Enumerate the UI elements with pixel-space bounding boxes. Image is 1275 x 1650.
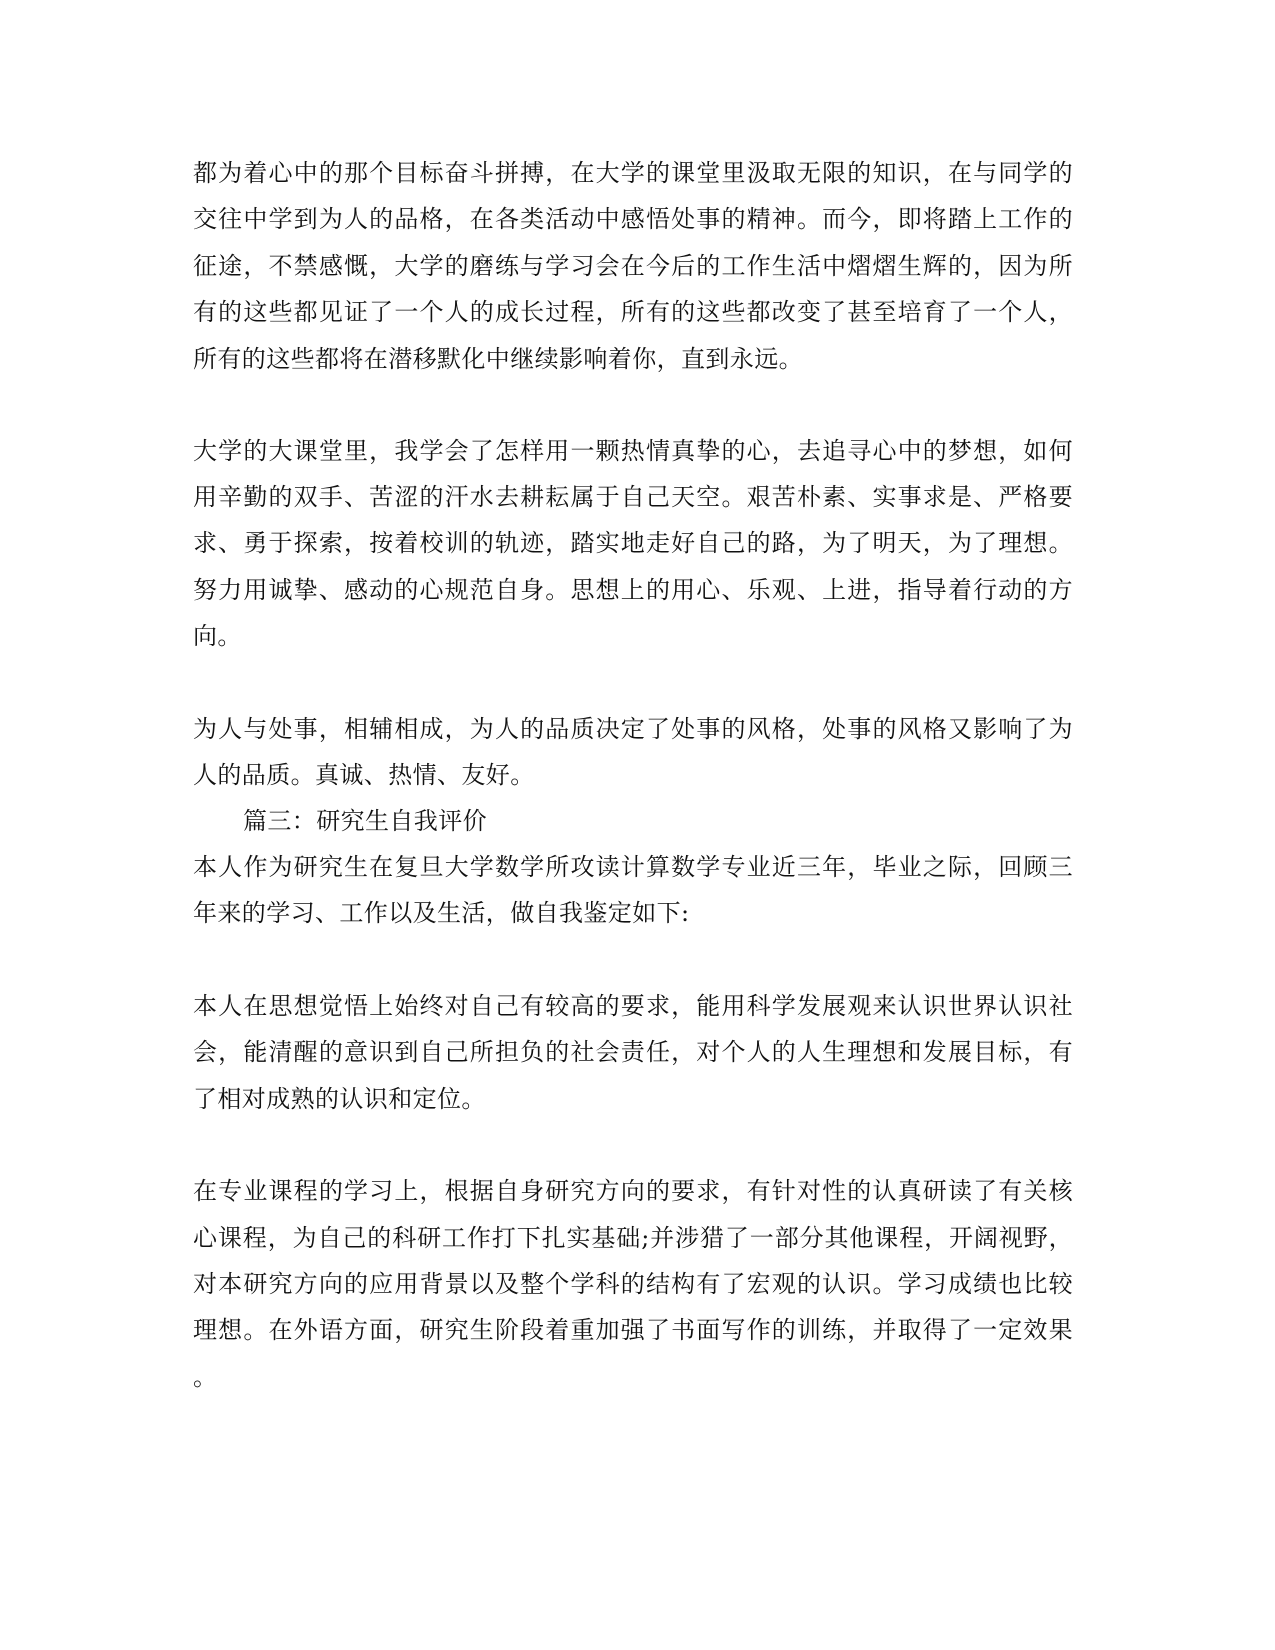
- paragraph-1-line: 所有的这些都将在潜移默化中继续影响着你，直到永远。: [193, 345, 803, 373]
- paragraph-6-line: 对本研究方向的应用背景以及整个学科的结构有了宏观的认识。学习成绩也比较: [193, 1270, 1073, 1298]
- paragraph-2-line: 大学的大课堂里，我学会了怎样用一颗热情真挚的心，去追寻心中的梦想，如何: [193, 437, 1073, 465]
- paragraph-6-line: 理想。在外语方面，研究生阶段着重加强了书面写作的训练，并取得了一定效果: [193, 1316, 1073, 1344]
- paragraph-6-line: 在专业课程的学习上，根据自身研究方向的要求，有针对性的认真研读了有关核: [193, 1177, 1073, 1205]
- paragraph-4-line: 年来的学习、工作以及生活，做自我鉴定如下:: [193, 899, 690, 927]
- paragraph-1-line: 有的这些都见证了一个人的成长过程，所有的这些都改变了甚至培育了一个人，: [193, 298, 1073, 326]
- paragraph-3-line: 人的品质。真诚、热情、友好。: [193, 761, 535, 789]
- paragraph-2-line: 努力用诚挚、感动的心规范自身。思想上的用心、乐观、上进，指导着行动的方: [193, 576, 1073, 604]
- paragraph-2-line: 用辛勤的双手、苦涩的汗水去耕耘属于自己天空。艰苦朴素、实事求是、严格要: [193, 483, 1073, 511]
- paragraph-2-line: 向。: [193, 622, 242, 650]
- paragraph-5-line: 本人在思想觉悟上始终对自己有较高的要求，能用科学发展观来认识世界认识社: [193, 992, 1073, 1020]
- paragraph-6-line: 心课程，为自己的科研工作打下扎实基础;并涉猎了一部分其他课程，开阔视野，: [193, 1224, 1073, 1252]
- paragraph-3-line: 为人与处事，相辅相成，为人的品质决定了处事的风格，处事的风格又影响了为: [193, 715, 1073, 743]
- paragraph-1-line: 征途，不禁感慨，大学的磨练与学习会在今后的工作生活中熠熠生辉的，因为所: [193, 252, 1073, 280]
- paragraph-1-line: 都为着心中的那个目标奋斗拼搏，在大学的课堂里汲取无限的知识，在与同学的: [193, 159, 1073, 187]
- paragraph-6-line: 。: [193, 1363, 218, 1391]
- paragraph-1-line: 交往中学到为人的品格，在各类活动中感悟处事的精神。而今，即将踏上工作的: [193, 205, 1073, 233]
- paragraph-4-line: 本人作为研究生在复旦大学数学所攻读计算数学专业近三年，毕业之际，回顾三: [193, 853, 1073, 881]
- paragraph-2-line: 求、勇于探索，按着校训的轨迹，踏实地走好自己的路，为了明天，为了理想。: [193, 529, 1073, 557]
- paragraph-5-line: 会，能清醒的意识到自己所担负的社会责任，对个人的人生理想和发展目标，有: [193, 1038, 1073, 1066]
- section-title: 篇三：研究生自我评价: [243, 807, 487, 835]
- paragraph-5-line: 了相对成熟的认识和定位。: [193, 1085, 486, 1113]
